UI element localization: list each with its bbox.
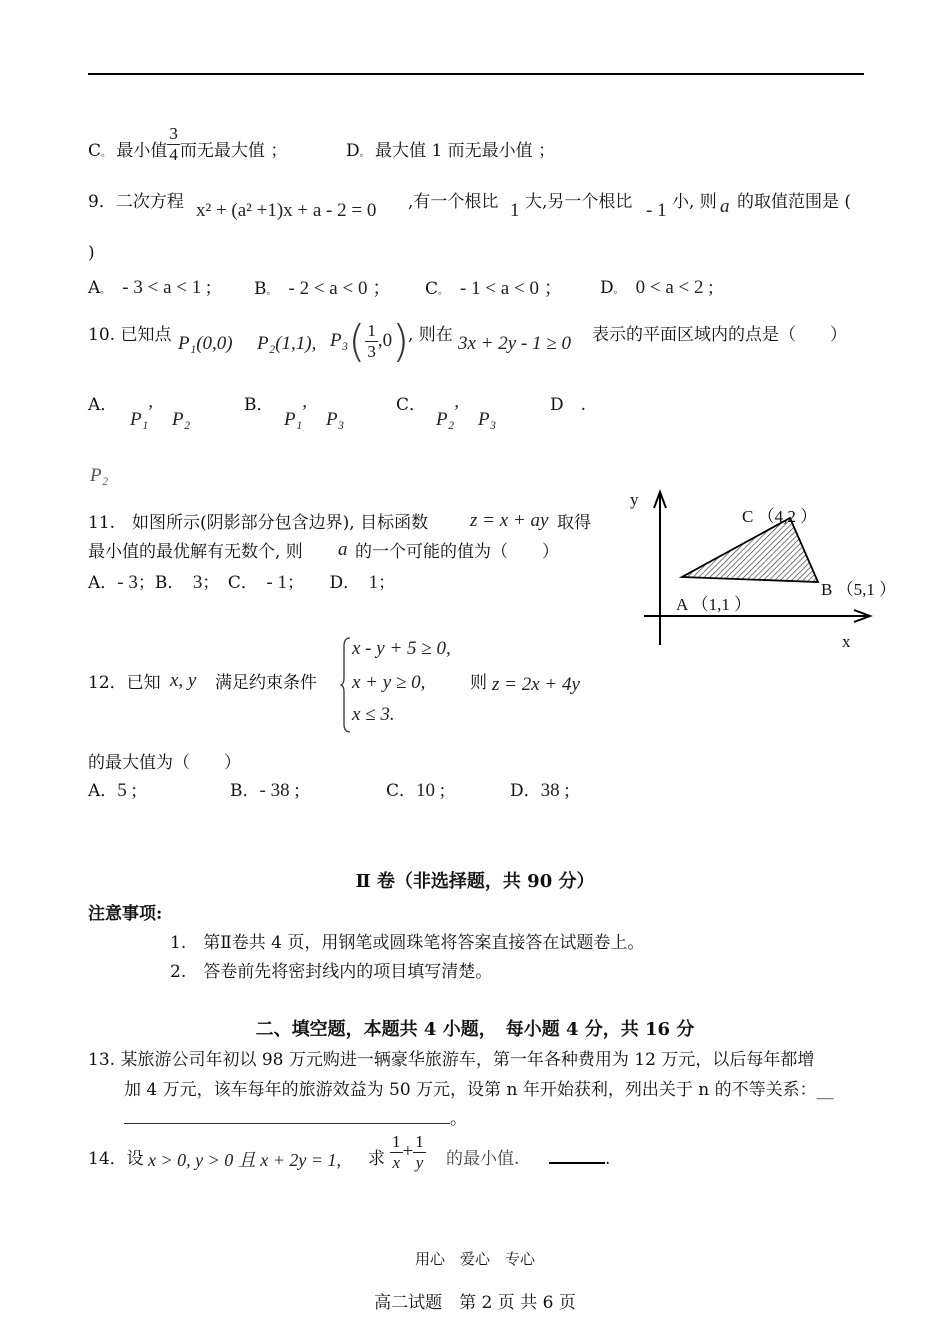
option-label: A． xyxy=(88,781,118,801)
p3-label: P₃ xyxy=(330,330,349,351)
q11-options: A．- 3；B． 3； C． - 1； D． 1； xyxy=(88,572,396,593)
point-b: P₂ xyxy=(171,409,191,430)
q12-vars: x, y xyxy=(170,670,197,691)
option-label: C． xyxy=(227,573,250,593)
q9-option-b: B。 - 2 < a < 0 ； xyxy=(254,278,392,299)
x-axis-label: x xyxy=(842,632,851,651)
option-value: - 1 < a < 0 ； xyxy=(460,278,563,299)
fraction-denominator: 3 xyxy=(367,342,376,361)
fraction xyxy=(413,1132,426,1173)
q14-number: 14．设 xyxy=(88,1149,144,1169)
brace-icon xyxy=(340,636,352,734)
option-value: 3 xyxy=(192,572,203,593)
point-a: P₁ xyxy=(130,409,149,430)
option-label: B xyxy=(254,279,267,299)
fraction-numerator: 1 xyxy=(392,1132,401,1151)
q10-p3: P₃( $\frac{1}{3}$ ,0) xyxy=(330,316,410,367)
option-label: A xyxy=(88,278,101,298)
option-label: D xyxy=(346,141,360,161)
point-b-label: B （5,1 ） xyxy=(821,580,897,599)
q14-expression xyxy=(390,1132,426,1173)
q12-objective: z = 2x + 4y xyxy=(492,674,580,695)
point-a: P₂ xyxy=(436,409,455,430)
q10-option-d-label: D . xyxy=(550,395,587,415)
plus-sign: + xyxy=(402,1141,414,1162)
q9-text3: 小, 则 xyxy=(672,192,717,212)
q9-text xyxy=(408,187,498,212)
q10-option-b: P₁, P₃ xyxy=(284,391,345,430)
q9-neg-one: - 1 xyxy=(646,200,667,221)
q13-line3 xyxy=(124,1104,467,1129)
point-a-label: A （1,1 ） xyxy=(676,595,752,614)
q13-line1: 13. 某旅游公司年初以 98 万元购进一辆豪华旅游车，第一年各种费用为 12 万元，以后每年都增 xyxy=(88,1050,815,1070)
q10-text1: , 则在 xyxy=(408,325,453,345)
option-value: - 1 xyxy=(266,572,287,593)
q14-blank xyxy=(549,1144,610,1169)
option-label: C xyxy=(88,141,102,161)
q12-option-b xyxy=(230,776,300,802)
q12-text1: 满足约束条件 xyxy=(215,673,317,693)
option-label: C xyxy=(425,279,439,299)
q12-then: 则 xyxy=(470,673,487,693)
option-text: 而无最大值 ； xyxy=(179,141,288,161)
option-value: - 3 xyxy=(117,572,138,593)
q10-option-b-label: B． xyxy=(244,395,274,415)
option-label: D． xyxy=(329,573,352,593)
q12-constraints xyxy=(340,636,480,734)
option-text: 最大值 1 而无最小值 ； xyxy=(375,141,556,161)
point-b: P₃ xyxy=(477,409,497,430)
fraction-numerator: 1 xyxy=(367,321,376,340)
fraction-denominator: x xyxy=(392,1153,401,1172)
point-b: P₃ xyxy=(325,409,345,430)
q11-a: a xyxy=(338,539,348,560)
q12-option-a xyxy=(88,776,137,802)
q9-equation: x² + (a² +1)x + a - 2 = 0 xyxy=(196,200,377,221)
q12-option-d xyxy=(510,776,570,802)
constraint-1: x - y + 5 ≥ 0, xyxy=(352,638,451,659)
q9-a: a xyxy=(720,196,730,217)
fraction-denominator: 4 xyxy=(169,145,178,164)
point-a: P₁ xyxy=(284,409,303,430)
q12-number: 12．已知 xyxy=(88,673,161,693)
fraction-numerator: 3 xyxy=(169,124,178,143)
q14-condition: x > 0, y > 0 且 x + 2y = 1, xyxy=(148,1150,342,1170)
q10-option-c-label: C． xyxy=(396,395,427,415)
footer-page: 高二试题 第 2 页 共 6 页 xyxy=(374,1293,576,1313)
q8-option-d: D。 最大值 1 而无最小值 ； xyxy=(346,141,556,161)
q10-p1: P₁(0,0) xyxy=(178,333,233,354)
q10-text2: 表示的平面区域内的点是（ ） xyxy=(592,325,847,345)
q9-option-c: C。 - 1 < a < 0 ； xyxy=(425,278,563,299)
footer-motto: 用心 爱心 专心 xyxy=(414,1250,535,1268)
p3-coord: ,0 xyxy=(377,330,393,351)
part2-title: Ⅱ 卷（非选择题，共 90 分） xyxy=(355,871,595,892)
q10-p2: P₂(1,1), xyxy=(257,333,317,354)
top-rule xyxy=(88,73,864,75)
feasible-region xyxy=(682,518,818,582)
option-label: B． xyxy=(154,573,176,593)
option-value: 1 xyxy=(368,572,379,593)
q14-tail: 的最小值. xyxy=(446,1149,520,1169)
q9-number: 9．二次方程 xyxy=(88,192,184,212)
option-value: 0 < a < 2 ; xyxy=(635,277,714,298)
section-title: 二、填空题，本题共 4 小题， 每小题 4 分，共 16 分 xyxy=(255,1019,695,1040)
q11-line2b: 的一个可能的值为（ ） xyxy=(355,542,559,562)
option-value: - 38 ; xyxy=(259,780,300,801)
answer-blank[interactable] xyxy=(124,1105,450,1124)
y-axis-label: y xyxy=(630,490,639,509)
q11-line1b: 取得 xyxy=(557,513,591,533)
option-label: C． xyxy=(386,781,417,801)
q12-option-c xyxy=(386,776,445,802)
q10-option-d-answer: P₂ xyxy=(90,465,109,486)
q14-ask: 求 xyxy=(368,1149,385,1169)
option-value: - 2 < a < 0 ； xyxy=(288,278,392,299)
point-c-label: C （4,2 ） xyxy=(742,507,818,526)
q9-text4: 的取值范围是 ( xyxy=(737,192,852,212)
q11-line2a: 最小值的最优解有无数个, 则 xyxy=(88,542,303,562)
fraction-numerator: 1 xyxy=(415,1132,424,1151)
q9-option-a: A。 - 3 < a < 1 ; xyxy=(88,277,212,298)
q13-line2: 加 4 万元，该车每年的旅游效益为 50 万元，设第 n 年开始获利，列出关于 n 的不等关系：__ xyxy=(124,1080,834,1100)
answer-blank[interactable] xyxy=(549,1144,605,1164)
option-text: 最小值 xyxy=(116,141,168,161)
fraction xyxy=(167,124,180,165)
fraction xyxy=(390,1132,403,1173)
option-label: D． xyxy=(510,781,541,801)
note-2: 2. 答卷前先将密封线内的项目填写清楚。 xyxy=(170,962,493,982)
constraint-2: x + y ≥ 0, xyxy=(352,672,426,693)
q13-end: 。 xyxy=(450,1109,467,1129)
q9-text2: 大,另一个根比 xyxy=(525,192,633,212)
note-1: 1. 第Ⅱ卷共 4 页，用钢笔或圆珠笔将答案直接答在试题卷上。 xyxy=(170,933,645,953)
notes-title: 注意事项: xyxy=(88,904,163,924)
q11-line1a: 11. 如图所示(阴影部分包含边界), 目标函数 xyxy=(88,513,429,533)
fraction xyxy=(365,321,378,362)
q9-close: ) xyxy=(88,243,95,263)
constraint-3: x ≤ 3. xyxy=(352,704,395,725)
q9-one: 1 xyxy=(510,200,520,221)
option-label: A． xyxy=(88,573,118,593)
q9-option-d: D。 0 < a < 2 ; xyxy=(600,277,714,298)
option-value: 5 ; xyxy=(117,780,137,801)
option-value: 38 ; xyxy=(540,780,570,801)
option-label: B． xyxy=(230,781,260,801)
q10-option-c: P₂, P₃ xyxy=(436,391,497,430)
q14-end: . xyxy=(605,1149,611,1169)
option-value: 10 ; xyxy=(416,780,446,801)
fraction-denominator: y xyxy=(415,1153,424,1172)
q10-option-a: P₁, P₂ xyxy=(130,391,191,430)
q12-line2: 的最大值为（ ） xyxy=(88,753,241,773)
q10-number: 10. 已知点 xyxy=(88,325,172,345)
q8-option-c: C。 最小值 $\frac{3}{4}$ 而无最大值 ； xyxy=(88,124,288,164)
q9-text1: ,有一个根比 xyxy=(408,192,499,212)
q11-function: z = x + ay xyxy=(470,510,549,531)
option-label: D xyxy=(600,278,614,298)
option-value: - 3 < a < 1 ; xyxy=(122,277,212,298)
q10-inequality: 3x + 2y - 1 ≥ 0 xyxy=(458,333,571,354)
q10-option-a-label: A． xyxy=(88,395,118,415)
